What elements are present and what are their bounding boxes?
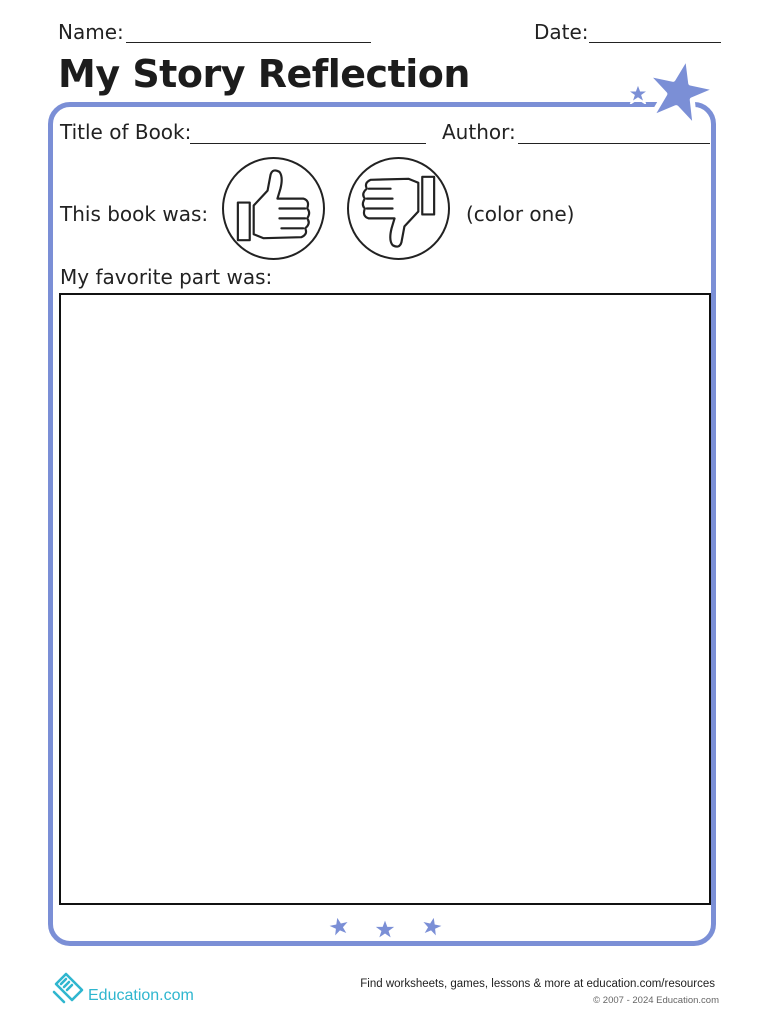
bottom-star-left-icon: [329, 916, 349, 936]
footer-tagline: Find worksheets, games, lessons & more at education.com/resources: [360, 978, 715, 990]
favorite-part-writing-area[interactable]: [59, 293, 711, 905]
book-was-label: This book was:: [60, 202, 209, 226]
education-logo-icon: [52, 970, 86, 1004]
date-field[interactable]: [589, 42, 721, 43]
name-field[interactable]: [126, 42, 371, 43]
brand-name[interactable]: Education.com: [88, 987, 194, 1004]
title-of-book-field[interactable]: [190, 143, 426, 144]
favorite-part-label: My favorite part was:: [60, 265, 273, 289]
thumbs-down-icon: [349, 159, 448, 258]
author-field[interactable]: [518, 143, 710, 144]
author-label: Author:: [442, 120, 516, 144]
title-of-book-label: Title of Book:: [60, 120, 192, 144]
bottom-star-middle-icon: [375, 919, 395, 939]
copyright: © 2007 - 2024 Education.com: [593, 995, 719, 1006]
thumbs-up-choice[interactable]: [222, 157, 325, 260]
page-title: My Story Reflection: [58, 52, 470, 96]
small-star-icon: [626, 82, 650, 104]
name-label: Name:: [58, 20, 124, 44]
bottom-star-right-icon: [422, 916, 442, 936]
star-icon: [640, 52, 720, 128]
color-one-label: (color one): [466, 202, 575, 226]
date-label: Date:: [534, 20, 589, 44]
thumbs-down-choice[interactable]: [347, 157, 450, 260]
thumbs-up-icon: [224, 159, 323, 258]
